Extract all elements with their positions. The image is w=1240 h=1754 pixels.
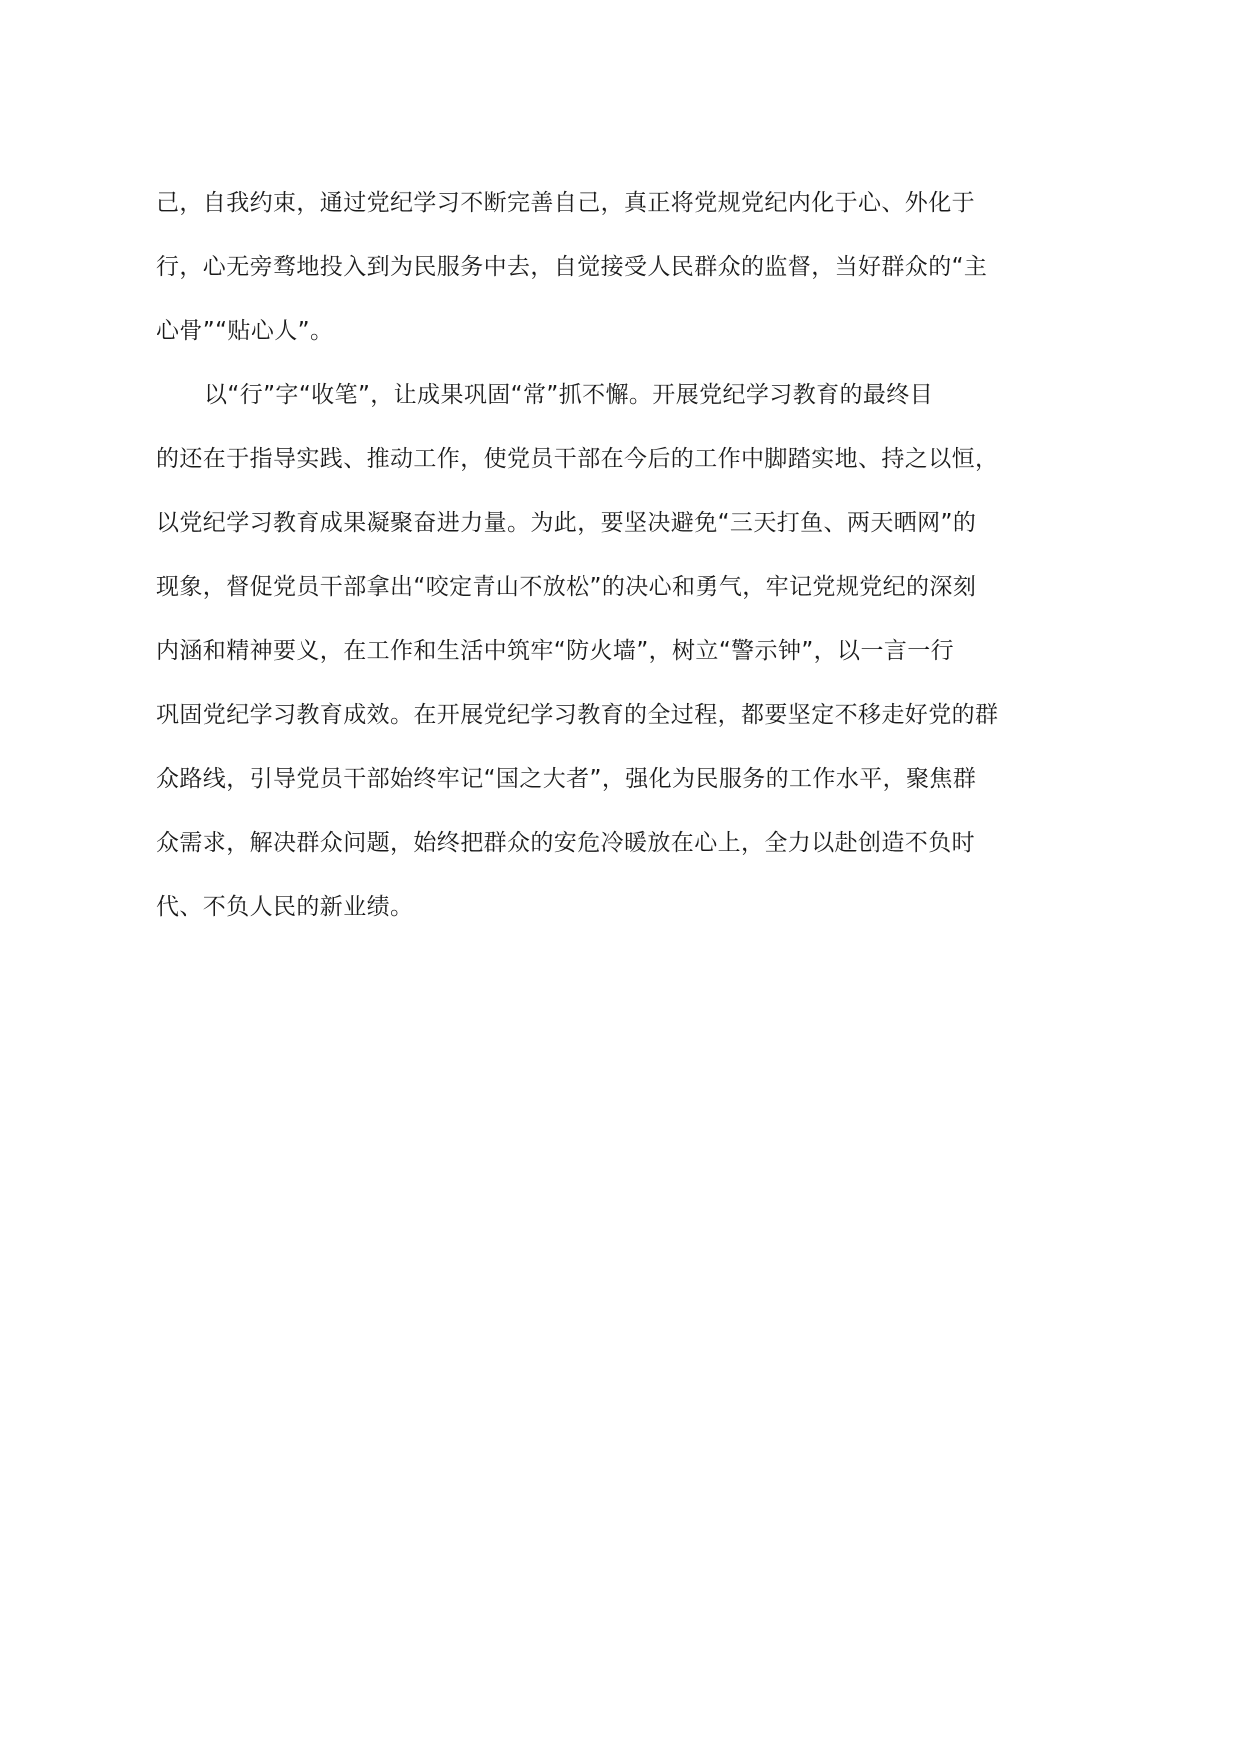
paragraph-line: 内涵和精神要义，在工作和生活中筑牢“防火墙”，树立“警示钟”，以一言一行 [156,638,955,664]
document-body [156,188,1066,956]
paragraph-line: 己，自我约束，通过党纪学习不断完善自己，真正将党规党纪内化于心、外化于 [156,190,975,216]
paragraph-line: 以“行”字“收笔”，让成果巩固“常”抓不懈。开展党纪学习教育的最终目 [204,382,934,408]
paragraph-line: 众路线，引导党员干部始终牢记“国之大者”，强化为民服务的工作水平，聚焦群 [156,766,977,792]
paragraph-1 [156,188,1066,380]
paragraph-line: 的还在于指导实践、推动工作，使党员干部在今后的工作中脚踏实地、持之以恒， [156,446,999,472]
paragraph-line: 以党纪学习教育成果凝聚奋进力量。为此，要坚决避免“三天打鱼、两天晒网”的 [156,510,977,536]
paragraph-line: 巩固党纪学习教育成效。在开展党纪学习教育的全过程，都要坚定不移走好党的群 [156,702,999,728]
paragraph-line: 现象，督促党员干部拿出“咬定青山不放松”的决心和勇气，牢记党规党纪的深刻 [156,574,977,600]
paragraph-line: 代、不负人民的新业绩。 [156,894,414,920]
paragraph-line: 众需求，解决群众问题，始终把群众的安危冷暖放在心上，全力以赴创造不负时 [156,830,975,856]
paragraph-2 [156,380,1066,956]
paragraph-line: 心骨”“贴心人”。 [156,318,334,344]
paragraph-line: 行，心无旁骛地投入到为民服务中去，自觉接受人民群众的监督，当好群众的“主 [156,254,988,280]
